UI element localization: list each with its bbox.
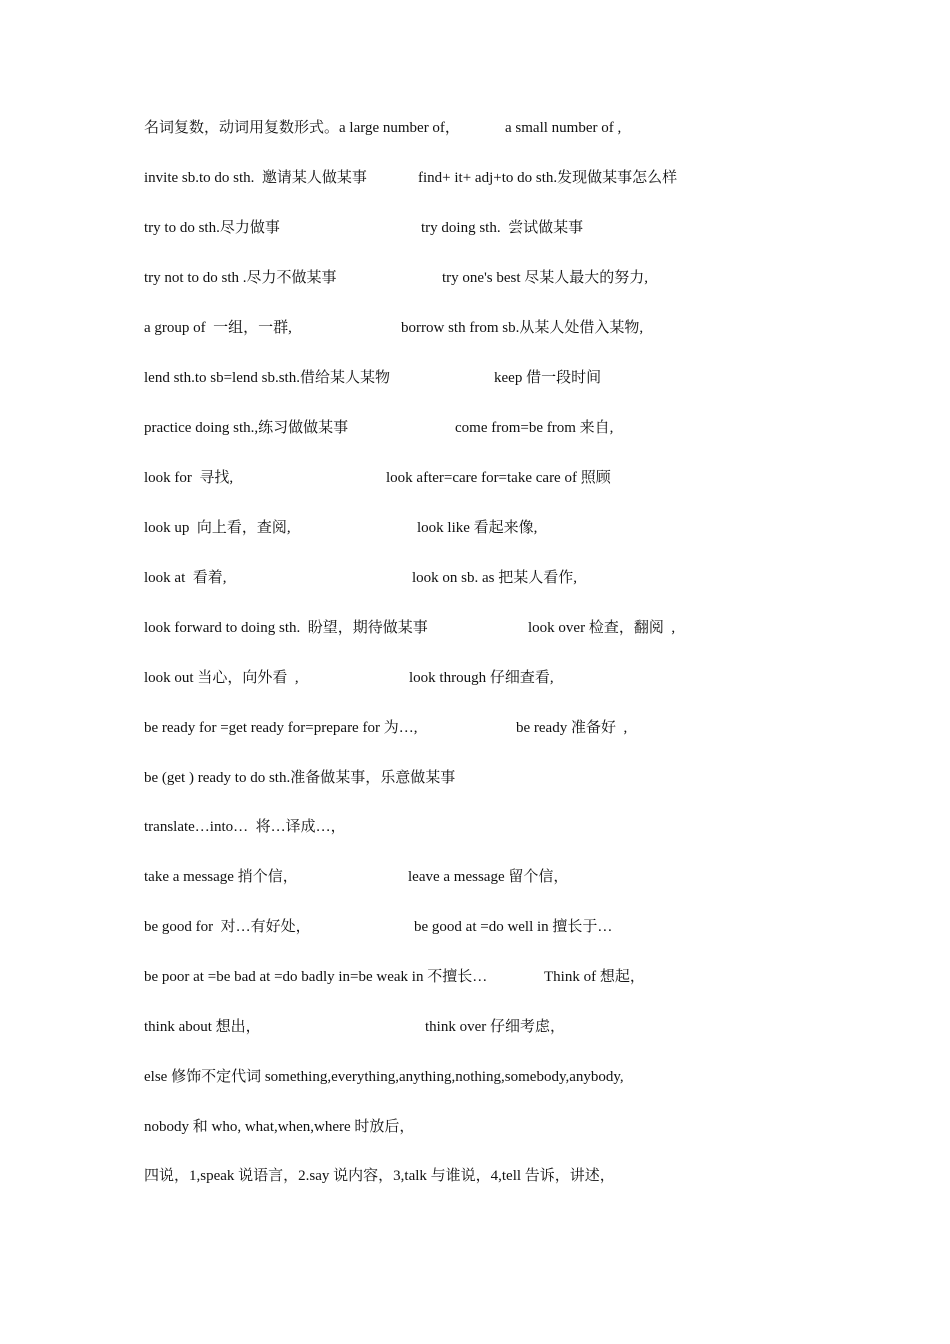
line-text-second: leave a message 留个信， bbox=[408, 869, 569, 885]
line-text-second: try doing sth. 尝试做某事 bbox=[421, 220, 584, 236]
line-text: think about 想出， bbox=[144, 1019, 261, 1035]
text-line bbox=[144, 116, 622, 140]
line-text: try to do sth.尽力做事 bbox=[144, 220, 280, 236]
line-text-second: be good at =do well in 擅长于… bbox=[414, 919, 613, 935]
line-text: try not to do sth .尽力不做某事 bbox=[144, 270, 337, 286]
text-line bbox=[144, 1164, 615, 1188]
line-text: invite sb.to do sth. 邀请某人做某事 bbox=[144, 170, 367, 186]
line-text: a group of 一组，一群, bbox=[144, 320, 292, 336]
line-text-second: Think of 想起， bbox=[544, 969, 645, 985]
line-text: nobody 和 who, what,when,where 时放后， bbox=[144, 1119, 415, 1135]
line-text: look forward to doing sth. 盼望，期待做某事 bbox=[144, 620, 428, 636]
line-text-second: be ready 准备好 , bbox=[516, 720, 628, 736]
line-text-second: look through 仔细查看, bbox=[409, 670, 554, 686]
text-line bbox=[144, 865, 569, 889]
line-text-second: look after=care for=take care of 照顾 bbox=[386, 470, 611, 486]
text-line bbox=[144, 216, 584, 240]
line-text-second: think over 仔细考虑， bbox=[425, 1019, 565, 1035]
text-line bbox=[144, 566, 578, 590]
text-line bbox=[144, 166, 678, 190]
text-line bbox=[144, 466, 611, 490]
text-line bbox=[144, 965, 645, 989]
line-text: look up 向上看，查阅, bbox=[144, 520, 291, 536]
line-text: look at 看着, bbox=[144, 570, 227, 586]
line-text: lend sth.to sb=lend sb.sth.借给某人某物 bbox=[144, 370, 390, 386]
line-text-second: come from=be from 来自, bbox=[455, 420, 614, 436]
line-text: be poor at =be bad at =do badly in=be weak in 不擅长… bbox=[144, 969, 488, 985]
text-line bbox=[144, 516, 538, 540]
text-line bbox=[144, 1065, 624, 1089]
text-line bbox=[144, 1115, 415, 1139]
line-text: be (get ) ready to do sth.准备做某事，乐意做某事 bbox=[144, 770, 456, 786]
line-text-second: look over 检查，翻阅 , bbox=[528, 620, 676, 636]
line-text-second: a small number of , bbox=[505, 120, 622, 136]
line-text: look for 寻找, bbox=[144, 470, 234, 486]
line-text: practice doing sth.,练习做做某事 bbox=[144, 420, 349, 436]
text-line bbox=[144, 766, 456, 790]
line-text: translate…into… 将…译成…， bbox=[144, 819, 346, 835]
line-text-second: borrow sth from sb.从某人处借入某物, bbox=[401, 320, 644, 336]
line-text-second: try one's best 尽某人最大的努力, bbox=[442, 270, 649, 286]
line-text: be ready for =get ready for=prepare for 为…, bbox=[144, 720, 418, 736]
text-line bbox=[144, 266, 649, 290]
line-text-second: keep 借一段时间 bbox=[494, 370, 602, 386]
text-line bbox=[144, 1015, 565, 1039]
line-text: look out 当心，向外看 , bbox=[144, 670, 299, 686]
text-line bbox=[144, 915, 613, 939]
line-text-second: find+ it+ adj+to do sth.发现做某事怎么样 bbox=[418, 170, 678, 186]
line-text-second: look like 看起来像, bbox=[417, 520, 538, 536]
text-line bbox=[144, 366, 602, 390]
text-line bbox=[144, 416, 614, 440]
line-text: be good for 对…有好处， bbox=[144, 919, 311, 935]
text-line bbox=[144, 616, 676, 640]
text-line bbox=[144, 716, 628, 740]
line-text: take a message 捎个信， bbox=[144, 869, 298, 885]
line-text-second: look on sb. as 把某人看作, bbox=[412, 570, 578, 586]
text-line bbox=[144, 666, 554, 690]
text-line bbox=[144, 815, 346, 839]
line-text: 名词复数，动词用复数形式。a large number of， bbox=[144, 120, 460, 136]
text-line bbox=[144, 316, 644, 340]
line-text: 四说，1,speak 说语言，2.say 说内容，3,talk 与谁说，4,tell 告诉，讲述， bbox=[144, 1168, 615, 1184]
line-text: else 修饰不定代词 something,everything,anything,nothing,somebody,anybody, bbox=[144, 1069, 624, 1085]
